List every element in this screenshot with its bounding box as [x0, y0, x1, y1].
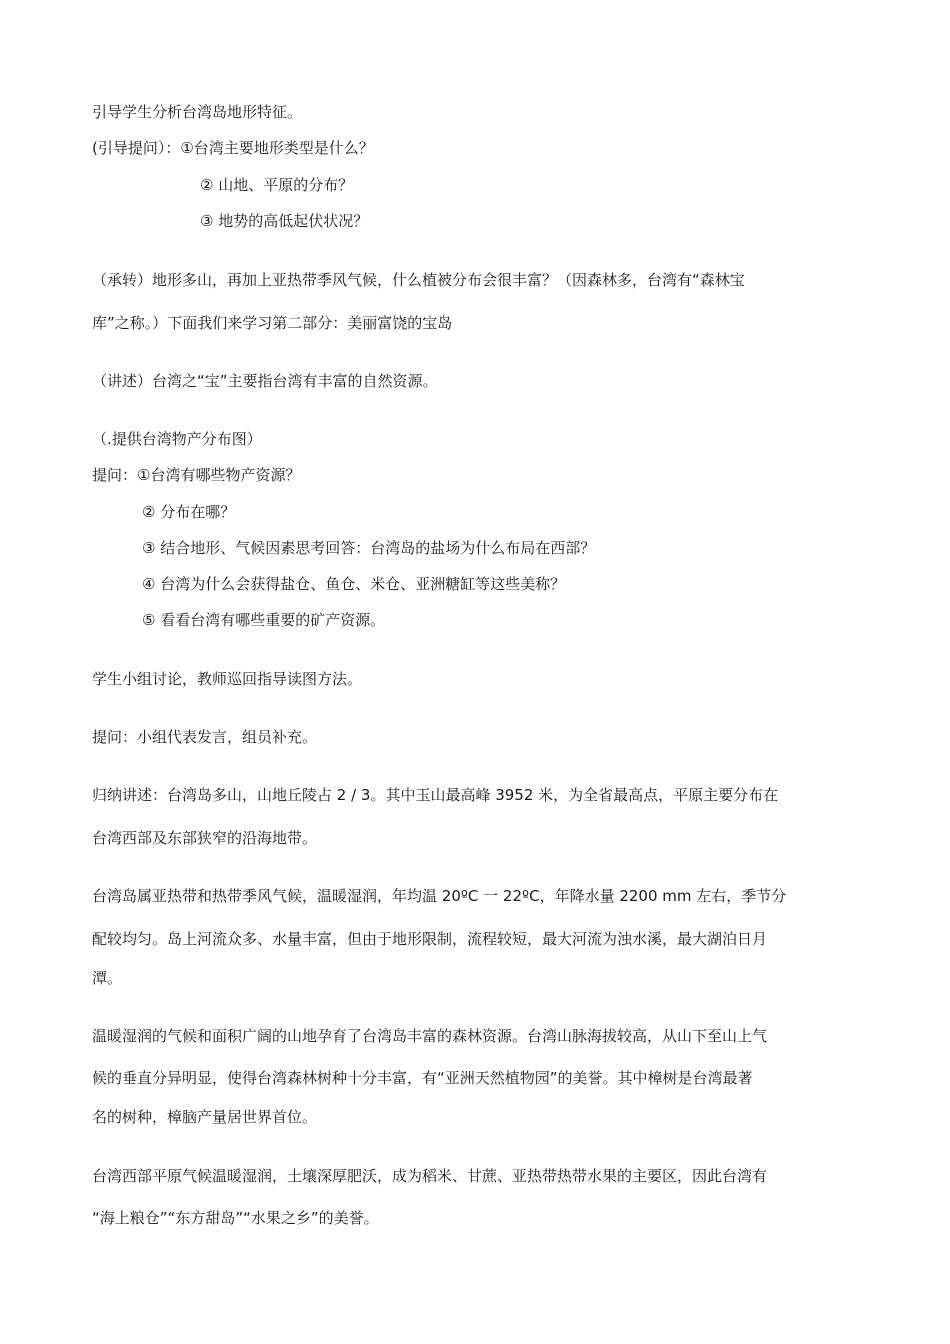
text-line: 潭。 — [92, 969, 123, 987]
text-line: （讲述）台湾之“宝”主要指台湾有丰富的自然资源。 — [92, 372, 438, 390]
text-line: 温暖湿润的气候和面积广阔的山地孕育了台湾岛丰富的森林资源。台湾山脉海拔较高，从山下至山上气 — [92, 1027, 768, 1045]
text-line: 台湾西部平原气候温暖湿润，土壤深厚肥沃，成为稻米、甘蔗、亚热带热带水果的主要区，因此台湾有 — [92, 1167, 768, 1185]
text-line: 台湾岛属亚热带和热带季风气候，温暖湿润，年均温 20ºC 一 22ºC，年降水量 2200 mm 左右，季节分 — [92, 887, 787, 905]
text-line: 候的垂直分异明显，使得台湾森林树种十分丰富，有“亚洲天然植物园”的美誉。其中樟树是台湾最著 — [92, 1069, 753, 1087]
text-line: ⑤ 看看台湾有哪些重要的矿产资源。 — [142, 611, 386, 629]
text-line: (引导提问）：①台湾主要地形类型是什么？ — [92, 139, 374, 157]
text-line: “海上粮仓”“东方甜岛”“水果之乡”的美誉。 — [92, 1209, 379, 1227]
text-line: 配较均匀。岛上河流众多、水量丰富，但由于地形限制，流程较短，最大河流为浊水溪，最大湖泊日月 — [92, 930, 768, 948]
text-line: ③ 结合地形、气候因素思考回答：台湾岛的盐场为什么布局在西部？ — [142, 539, 596, 557]
text-line: 归纳讲述：台湾岛多山，山地丘陵占 2 / 3。其中玉山最高峰 3952 米，为全省最高点，平原主要分布在 — [92, 786, 779, 804]
text-line: ④ 台湾为什么会获得盐仓、鱼仓、米仓、亚洲糖缸等这些美称？ — [142, 575, 566, 593]
text-line: 提问：小组代表发言，组员补充。 — [92, 728, 318, 746]
text-line: ② 山地、平原的分布？ — [200, 176, 354, 194]
text-line: 引导学生分析台湾岛地形特征。 — [92, 103, 303, 121]
text-line: 学生小组讨论，教师巡回指导读图方法。 — [92, 670, 363, 688]
text-line: （承转）地形多山，再加上亚热带季风气候，什么植被分布会很丰富？（因森林多，台湾有“森林宝 — [92, 271, 745, 289]
text-line: 台湾西部及东部狭窄的沿海地带。 — [92, 829, 318, 847]
text-line: 名的树种，樟脑产量居世界首位。 — [92, 1108, 318, 1126]
text-line: ② 分布在哪？ — [142, 503, 236, 521]
text-line: 库”之称。）下面我们来学习第二部分：美丽富饶的宝岛 — [92, 314, 453, 332]
text-line: （.提供台湾物产分布图） — [92, 430, 262, 448]
text-line: 提问：①台湾有哪些物产资源？ — [92, 466, 301, 484]
text-line: ③ 地势的高低起伏状况？ — [200, 212, 369, 230]
